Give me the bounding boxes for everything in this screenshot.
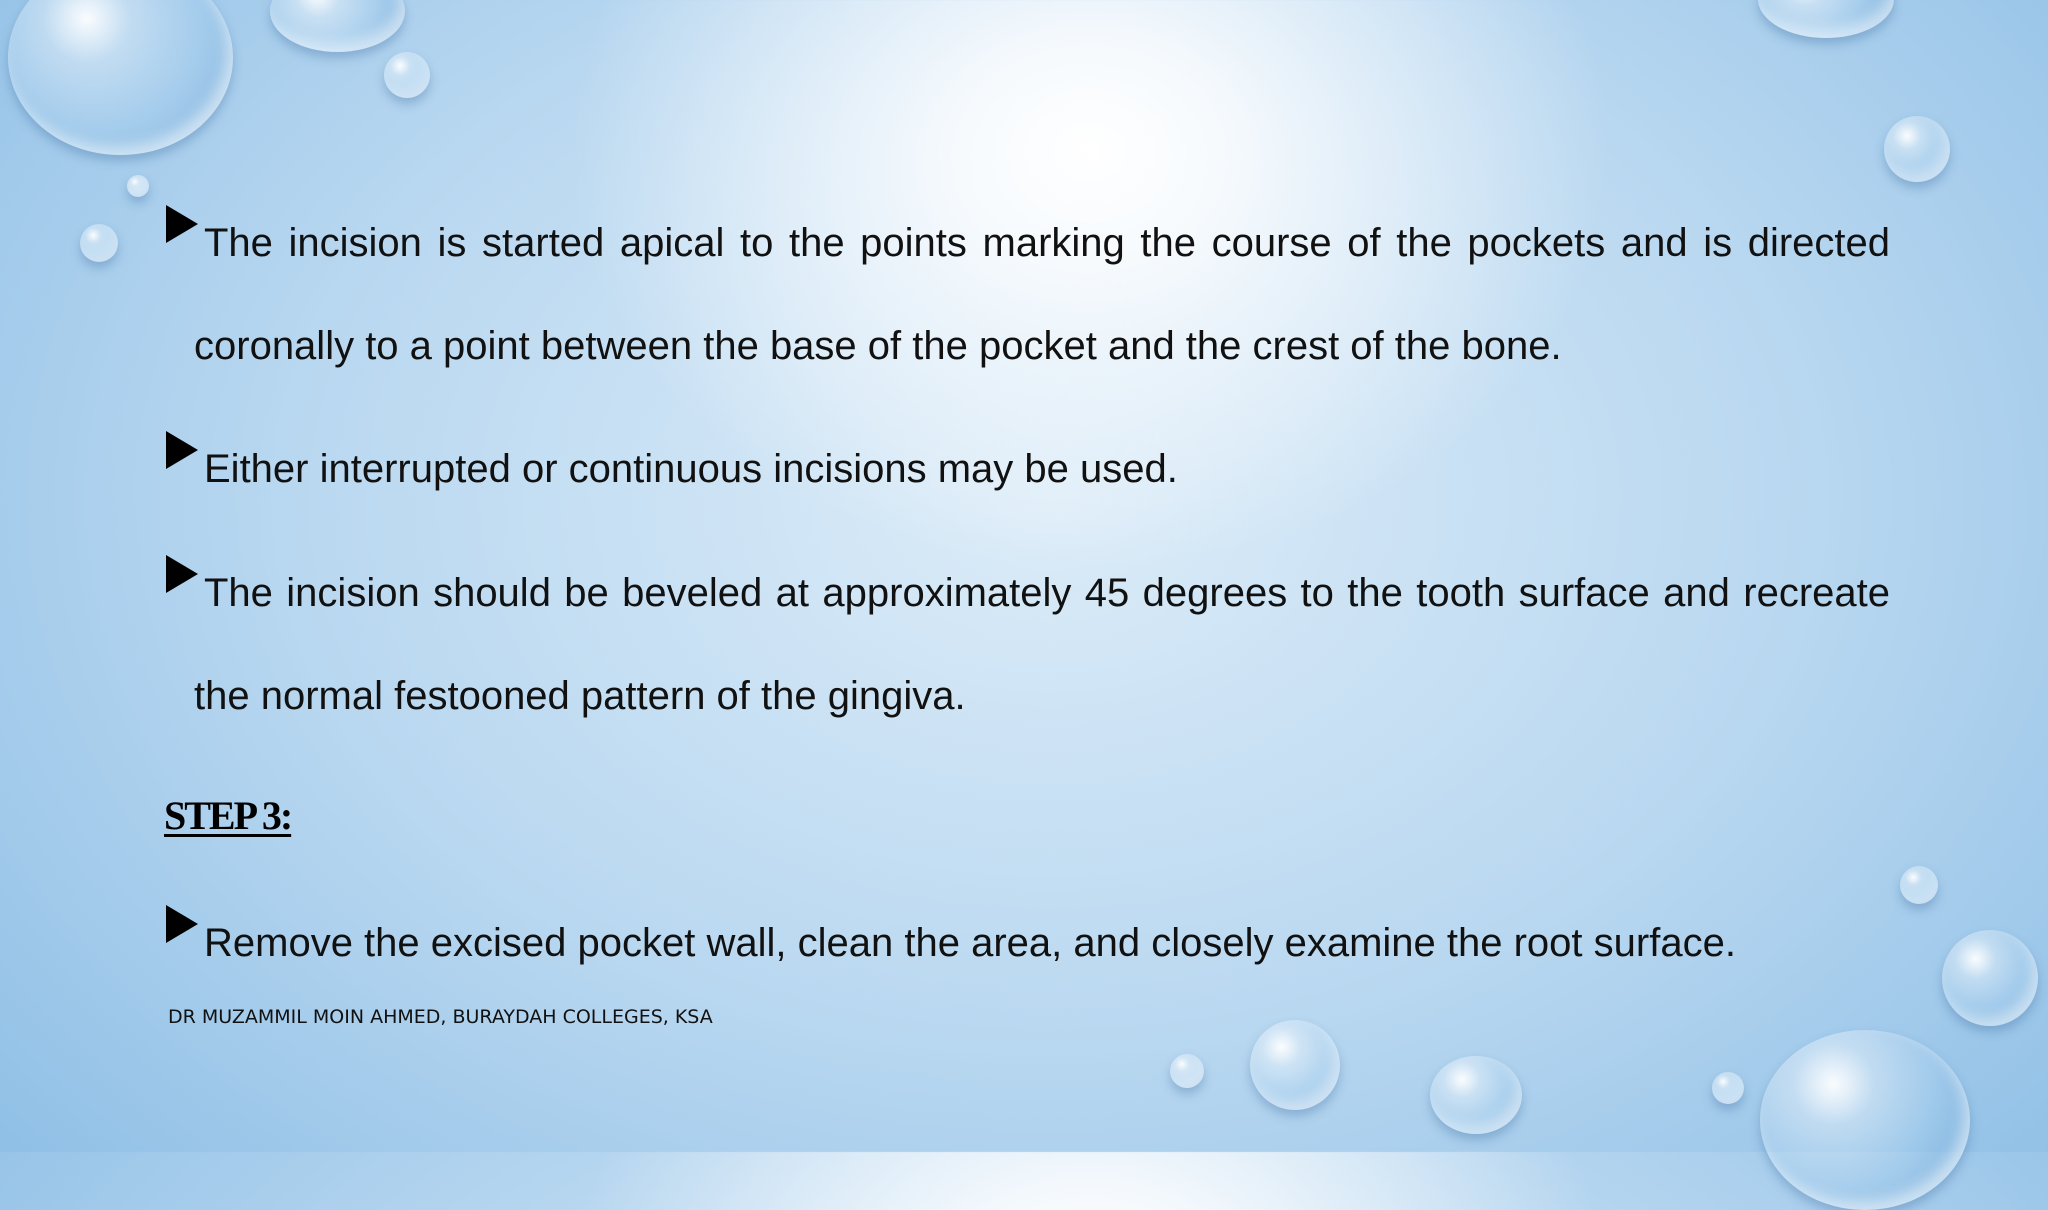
bullet-text: The incision should be beveled at approximately 45 degrees to the tooth surface and recreate the normal festooned pattern of the gingiva. [194, 571, 1890, 718]
arrow-right-bullet-icon [166, 892, 198, 995]
bullet-incision-bevel [166, 542, 1890, 748]
bullet-text: The incision is started apical to the points marking the course of the pockets and is directed coronally to a point between the base of the pocket and the crest of the bone. [194, 221, 1890, 368]
arrow-right-bullet-icon [166, 192, 198, 295]
bullet-incision-start [166, 192, 1890, 398]
slide-footer: DR MUZAMMIL MOIN AHMED, BURAYDAH COLLEGES, KSA [168, 1006, 713, 1028]
bullet-text: Remove the excised pocket wall, clean the area, and closely examine the root surface. [204, 921, 1736, 965]
bullet-incision-type [166, 418, 1890, 521]
arrow-right-bullet-icon [166, 542, 198, 645]
step-heading: STEP 3: [164, 793, 292, 838]
bullet-remove-pocket-wall [166, 892, 1890, 995]
arrow-right-bullet-icon [166, 418, 198, 521]
bullet-text: Either interrupted or continuous incisions may be used. [204, 447, 1178, 491]
